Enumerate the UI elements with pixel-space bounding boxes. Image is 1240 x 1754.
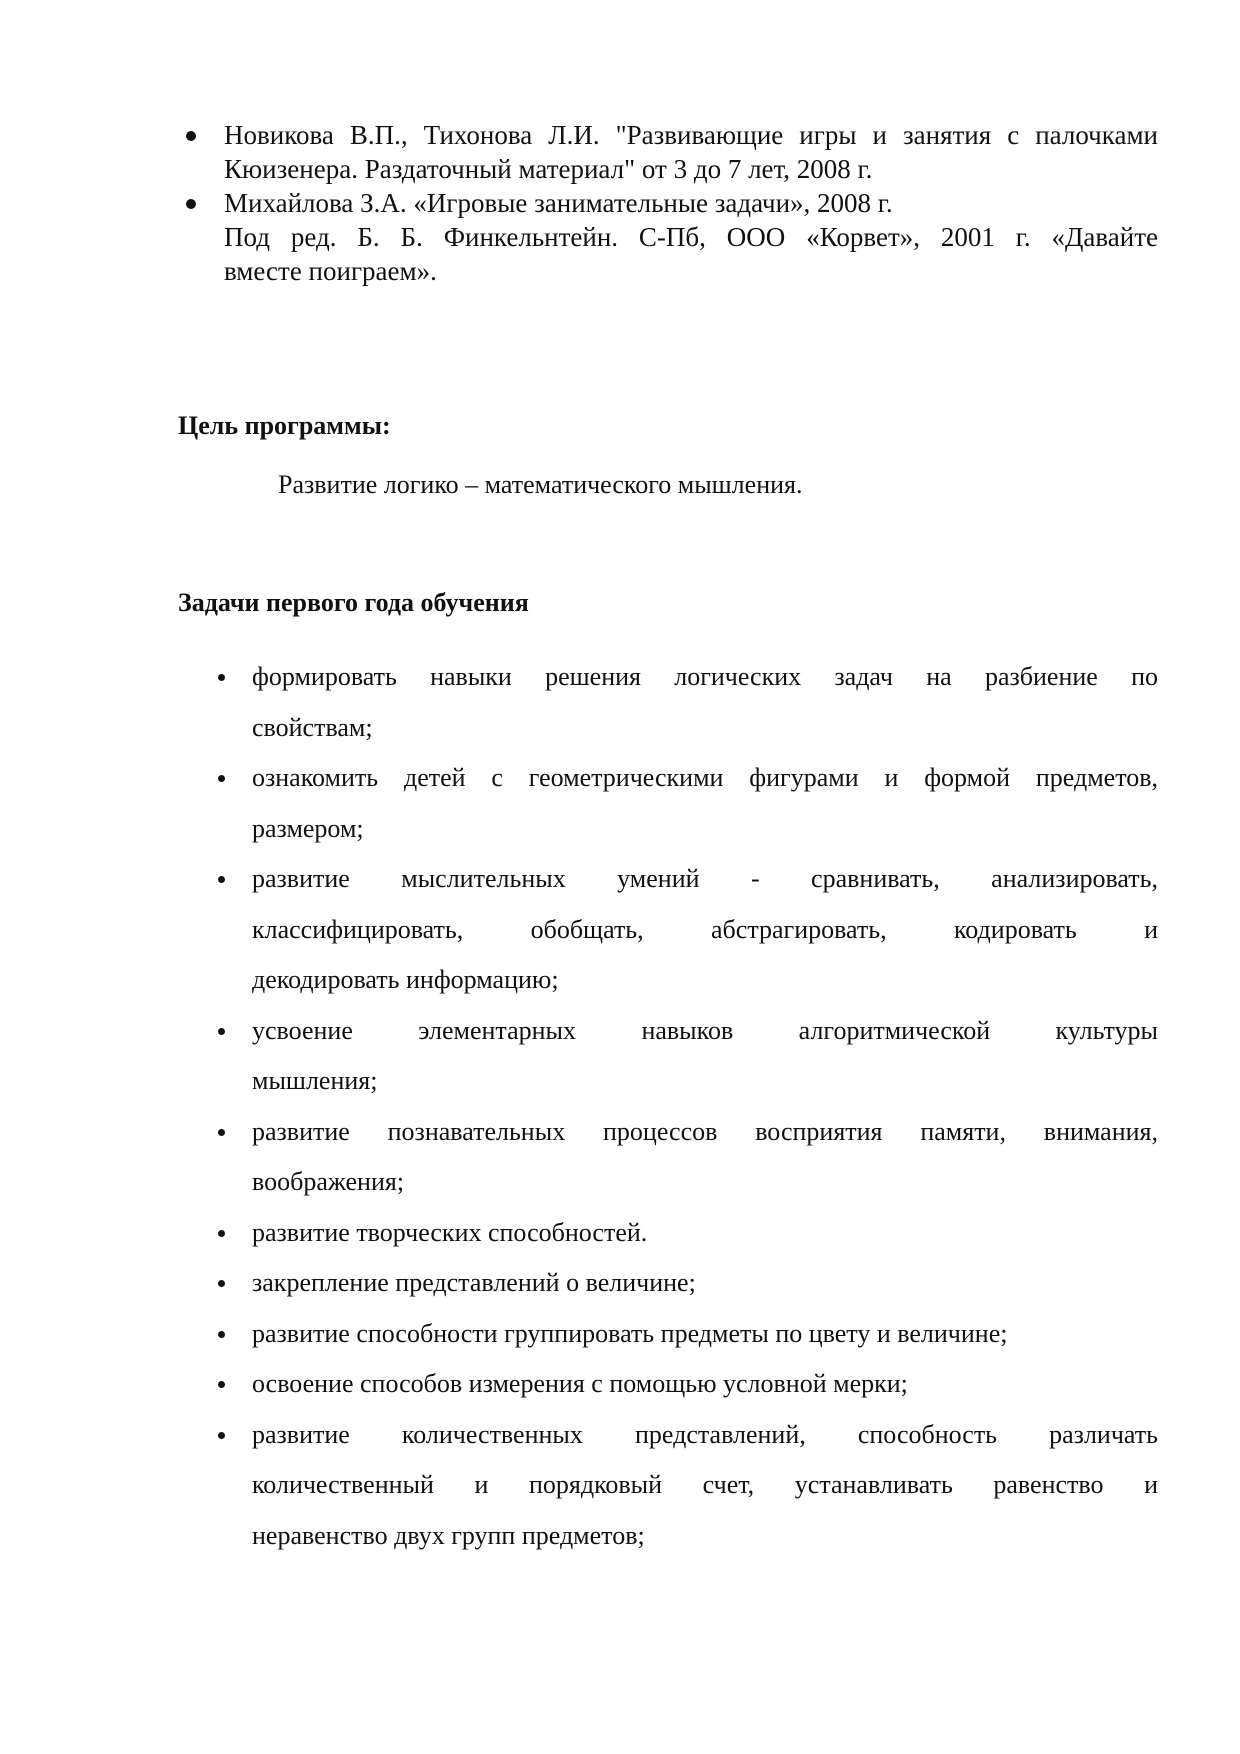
tasks-list <box>210 652 1158 1561</box>
bibliography-line: Михайлова З.А. «Игровые занимательные задачи», 2008 г. <box>224 188 893 218</box>
bibliography-line: Кюизенера. Раздаточный материал" от 3 до 7 лет, 2008 г. <box>224 154 873 184</box>
bullet-icon <box>218 1028 225 1035</box>
task-item <box>210 1410 1158 1562</box>
task-line: развитие творческих способностей. <box>252 1217 648 1247</box>
task-line: усвоение элементарных навыков алгоритмической культуры <box>252 1015 1158 1045</box>
bullet-icon <box>218 1432 225 1439</box>
task-line: количественный и порядковый счет, устанавливать равенство и <box>252 1470 1158 1499</box>
task-item <box>210 652 1158 753</box>
bibliography-list <box>178 118 1158 288</box>
task-item <box>210 1107 1158 1208</box>
task-item <box>210 1258 1158 1309</box>
task-line: развитие мыслительных умений - сравнивать, анализировать, <box>252 864 1158 893</box>
bullet-icon <box>218 1230 225 1237</box>
task-item <box>210 1208 1158 1259</box>
task-item <box>210 1309 1158 1360</box>
task-line: мышления; <box>252 1066 378 1095</box>
task-item <box>210 854 1158 1006</box>
tasks-heading: Задачи первого года обучения <box>178 588 529 617</box>
task-line: классифицировать, обобщать, абстрагировать, кодировать и <box>252 914 1158 944</box>
bullet-icon <box>186 131 196 141</box>
task-line: воображения; <box>252 1167 405 1196</box>
bibliography-item <box>178 118 1158 186</box>
task-line: неравенство двух групп предметов; <box>252 1520 645 1550</box>
task-line: декодировать информацию; <box>252 965 559 994</box>
bullet-icon <box>218 1331 225 1338</box>
task-line: развитие познавательных процессов восприятия памяти, внимания, <box>252 1116 1158 1146</box>
task-line: развитие количественных представлений, способность различать <box>252 1419 1158 1449</box>
bibliography-line: вместе поиграем». <box>224 256 437 286</box>
task-line: развитие способности группировать предметы по цвету и величине; <box>252 1318 1008 1348</box>
bullet-icon <box>218 1280 225 1287</box>
task-item <box>210 753 1158 854</box>
bibliography-item <box>178 186 1158 288</box>
task-line: формировать навыки решения логических задач на разбиение по <box>252 662 1158 691</box>
bibliography-line: Под ред. Б. Б. Финкельнтейн. С-Пб, ООО «Корвет», 2001 г. «Давайте <box>224 222 1158 252</box>
bibliography-line: Новикова В.П., Тихонова Л.И. "Развивающие игры и занятия с палочками <box>224 120 1158 150</box>
task-line: размером; <box>252 813 364 843</box>
task-line: ознакомить детей с геометрическими фигурами и формой предметов, <box>252 763 1158 792</box>
bullet-icon <box>218 1129 225 1136</box>
task-line: свойствам; <box>252 712 373 742</box>
goal-text: Развитие логико – математического мышления. <box>278 470 803 499</box>
bullet-icon <box>218 674 225 681</box>
goal-heading: Цель программы: <box>178 411 391 440</box>
task-item <box>210 1006 1158 1107</box>
bullet-icon <box>186 199 196 209</box>
bullet-icon <box>218 876 225 883</box>
bullet-icon <box>218 1381 225 1388</box>
task-line: освоение способов измерения с помощью условной мерки; <box>252 1369 908 1398</box>
task-item <box>210 1359 1158 1410</box>
bullet-icon <box>218 775 225 782</box>
task-line: закрепление представлений о величине; <box>252 1268 696 1297</box>
